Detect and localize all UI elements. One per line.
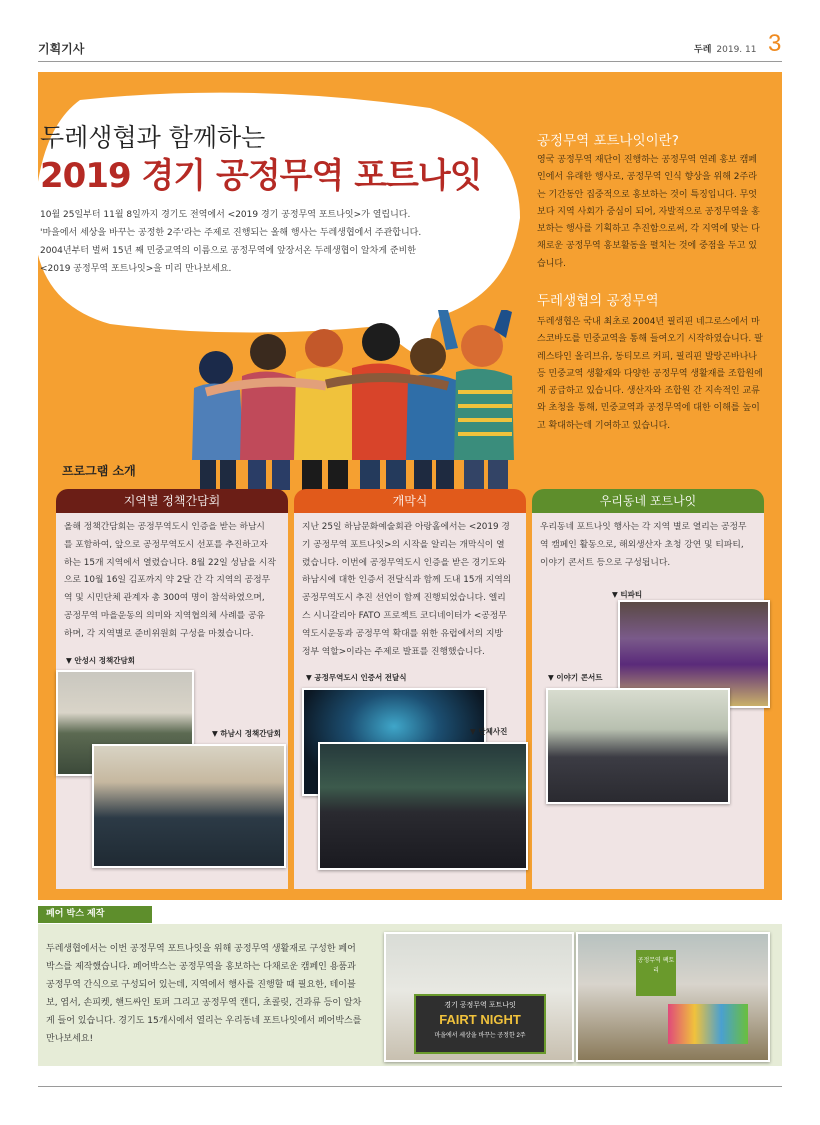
text-line: 이야기 콘서트 등으로 구성됩니다. <box>540 557 671 568</box>
program-tab-neighborhood: 우리동네 포트나잇 <box>532 489 764 513</box>
sidebar-body-dure <box>537 314 765 435</box>
text-line: 기 공정무역 포트나잇>의 시작을 알리는 개막식이 열 <box>302 539 505 550</box>
page-number: 3 <box>768 30 782 57</box>
intro-line: 10월 25일부터 11월 8일까지 경기도 전역에서 <2019 경기 공정무역 포트나잇>가 열립니다. <box>40 210 411 220</box>
text-line: 으로 10월 16일 김포까지 약 2달 간 각 지역의 공정무 <box>64 575 271 586</box>
text-line: 박스를 제작했습니다. 페어박스는 공정무역을 홍보하는 다채로운 캠페인 용품과 <box>46 962 356 972</box>
text-line: 스코바도를 민중교역을 통해 들여오기 시작하였습니다. 팔 <box>537 334 763 345</box>
text-line: 영국 공정무역 재단이 진행하는 공정무역 연례 홍보 캠페 <box>537 155 757 165</box>
text-line: 만나보세요! <box>46 1034 94 1044</box>
text-line: 두레생협에서는 이번 공정무역 포트나잇을 위해 공정무역 생활재로 구성한 페어 <box>46 944 356 954</box>
banner <box>414 994 546 1054</box>
sidebar-body-what <box>537 152 765 273</box>
text-line: 공정무역 간식으로 구성되어 있는데, 지역에서 행사를 진행할 때 필요한, 테이블 <box>46 980 356 990</box>
text-line: 레스타인 올리브유, 동티모르 커피, 필리핀 발랑곤바나나 <box>537 351 757 362</box>
text-line: 와 초청을 통해, 민중교역과 공정무역에 대한 이해를 높이 <box>537 403 760 414</box>
text-line: 보다 지역 사회가 중심이 되어, 자발적으로 공정무역을 홍 <box>537 206 760 217</box>
sign: 공정무역 팩토리 <box>636 950 676 996</box>
text-line: 렸습니다. 이번에 공정무역도시 인증을 받은 경기도와 <box>302 557 506 568</box>
photo-group-picture <box>318 742 528 870</box>
text-line: 공정무역 마을운동의 의미와 지역협의체 사례를 공유 <box>64 610 265 621</box>
photo-caption: ▼ 하남시 정책간담회 <box>212 729 281 738</box>
text-line: 습니다. <box>537 258 566 269</box>
text-line: 는 기간동안 집중적으로 홍보하는 것이 특징입니다. 무엇 <box>537 189 757 200</box>
text-line: 올해 정책간담회는 공정무역도시 인증을 받는 하남시 <box>64 522 265 532</box>
program-text-opening <box>302 519 511 661</box>
text-line: 게 들어 있습니다. 경기도 15개시에서 열리는 우리동네 포트나잇에서 페어박스를 <box>46 1016 362 1026</box>
text-line: 역도시운동과 공정무역 확대를 위한 유럽에서의 지방 <box>302 628 503 639</box>
photo-caption: ▼ 티파티 <box>612 590 643 599</box>
text-line: 역 캠페인 활동으로, 해외생산자 초청 강연 및 티파티, <box>540 539 744 550</box>
program-text-neighborhood <box>540 519 747 572</box>
photo-fairbox-display <box>576 932 770 1062</box>
program-tab-opening: 개막식 <box>294 489 526 513</box>
sidebar-heading-what: 공정무역 포트나잇이란? <box>537 133 679 149</box>
text-line: 하며, 각 지역별로 준비위원회 구성을 마쳤습니다. <box>64 628 254 639</box>
photo-caption: ▼ 공정무역도시 인증서 전달식 <box>306 673 407 682</box>
text-line: 공정무역도시 추진 선언이 함께 진행되었습니다. 엘리 <box>302 593 506 604</box>
fairbox-body <box>46 940 370 1048</box>
article-title-line1: 두레생협과 함께하는 <box>40 123 266 152</box>
text-line: 정부 역할>이라는 주제로 발표를 진행했습니다. <box>302 646 485 657</box>
photo-caption: ▼ 이야기 콘서트 <box>548 673 603 682</box>
text-line: 채로운 공정무역 홍보활동을 펼치는 것에 중점을 두고 있 <box>537 241 757 252</box>
publication-info <box>694 42 756 55</box>
intro-line: 2004년부터 벌써 15년 째 민중교역의 이름으로 공정무역에 앞장서온 두레생협이 알차게 준비한 <box>40 246 416 256</box>
publication-name: 두레 <box>694 45 712 55</box>
text-line: 보하는 행사를 기획하고 추진함으로써, 각 지역에 맞는 다 <box>537 224 760 235</box>
text-line: 우리동네 포트나잇 행사는 각 지역 별로 열리는 공정무 <box>540 522 747 532</box>
text-line: 스 시니갈리아 FATO 프로젝트 코디네이터가 <공정무 <box>302 610 507 621</box>
text-line: 역 및 시민단체 관계자 총 300여 명이 참석하였으며, <box>64 593 265 604</box>
section-label: 기획기사 <box>38 42 85 56</box>
issue-date: 2019. 11 <box>716 45 757 55</box>
text-line: 고 확대하는데 기여하고 있습니다. <box>537 420 671 431</box>
sidebar-heading-dure: 두레생협의 공정무역 <box>537 293 659 309</box>
fairbox-tab: 페어 박스 제작 <box>38 906 152 923</box>
text-line: 등 민중교역 생활재와 다양한 공정무역 생활재를 조합원에 <box>537 368 763 379</box>
people-illustration <box>176 310 530 494</box>
text-line: 하는 15개 지역에서 열렸습니다. 8월 22일 성남을 시작 <box>64 557 276 568</box>
photo-caption: ▼ 안성시 정책간담회 <box>66 656 135 665</box>
text-line: 인에서 유래한 행사로, 공정무역 인식 향상을 위해 2주라 <box>537 172 757 183</box>
header-divider <box>38 61 782 62</box>
text-line: 를 포함하여, 앞으로 공정무역도시 선포를 추진하고자 <box>64 539 268 550</box>
intro-line: <2019 공정무역 포트나잇>을 미리 만나보세요. <box>40 264 232 274</box>
banner-title: FAIRT NIGHT <box>439 1012 521 1027</box>
text-line: 보, 엽서, 손피켓, 핸드싸인 토퍼 그리고 공정무역 캔디, 초콜릿, 건과류 등이 알차 <box>46 998 362 1008</box>
text-line: 하남시에 대한 인증서 전달식과 함께 도내 15개 지역의 <box>302 575 512 586</box>
program-text-policy <box>64 519 276 644</box>
text-line: 두레생협은 국내 최초로 2004년 필리핀 네그로스에서 마 <box>537 317 760 327</box>
banner-tagline: 마을에서 세상을 바꾸는 공정한 2주 <box>434 1033 526 1039</box>
program-label: 프로그램 소개 <box>62 464 136 478</box>
banner-subtitle: 경기 공정무역 포트나잇 <box>444 1002 516 1009</box>
text-line: 게 공급하고 있습니다. 생산자와 조합원 간 지속적인 교류 <box>537 386 760 397</box>
text-line: 지난 25일 하남문화예술회관 아랑홀에서는 <2019 경 <box>302 522 510 532</box>
fairbox-items <box>668 1004 748 1044</box>
program-tab-policy: 지역별 정책간담회 <box>56 489 288 513</box>
footer-divider <box>38 1086 782 1087</box>
photo-story-concert <box>546 688 730 804</box>
photo-hanam-meeting <box>92 744 286 868</box>
intro-line: '마을에서 세상을 바꾸는 공정한 2주'라는 주제로 진행되는 올해 행사는 두레생협에서 주관합니다. <box>40 228 422 238</box>
photo-fairbox-banner <box>384 932 574 1062</box>
article-title: 2019 경기 공정무역 포트나잇 <box>40 156 482 196</box>
photo-caption: ▼ 단체사진 <box>470 727 508 736</box>
